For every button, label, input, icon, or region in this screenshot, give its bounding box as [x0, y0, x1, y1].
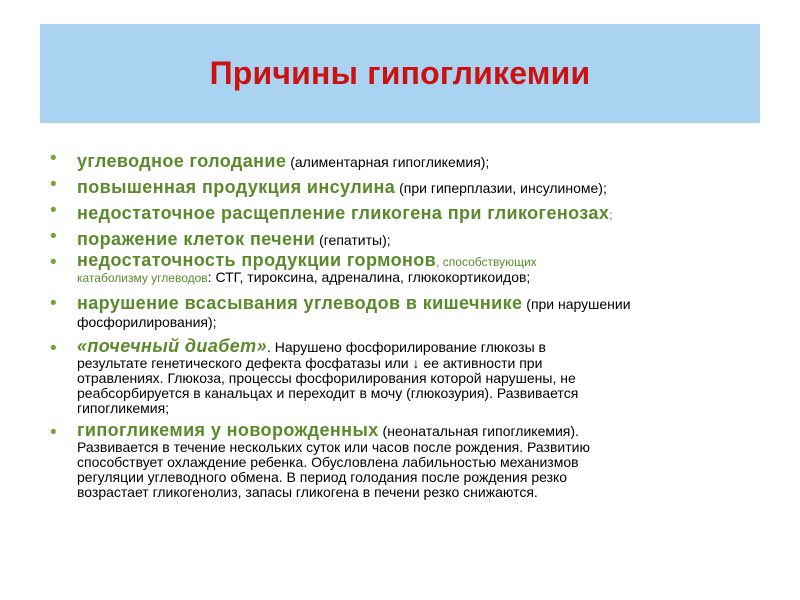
item-text: ; [609, 208, 613, 222]
item-text: реабсорбируется в канальцах и переходит в мочу (глюкозурия). Развивается [77, 385, 579, 401]
item-heading: «почечный диабет» [77, 336, 267, 356]
item-text: (при гиперплазии, инсулиноме); [395, 180, 607, 196]
item-text: Развивается в течение нескольких суток или часов после рождения. Развитию [77, 439, 590, 455]
slide-title: Причины гипогликемии [209, 55, 591, 91]
item-text: . Нарушено фосфорилирование глюкозы в [267, 339, 546, 355]
bullet-icon: • [50, 174, 57, 195]
bullet-icon: • [50, 226, 57, 247]
title-banner [40, 24, 760, 123]
item-heading: недостаточное расщепление гликогена при гликогенозах [77, 203, 610, 223]
list-item [50, 422, 750, 500]
item-text: результате генетического дефекта фосфатазы или ↓ ее активности при [77, 355, 543, 371]
list-item [50, 174, 750, 200]
item-text: регуляции углеводного обмена. В период голодания после рождения резко [77, 469, 568, 485]
list-item [50, 293, 750, 330]
item-heading: повышенная продукция инсулина [77, 177, 396, 197]
item-heading: гипогликемия у новорожденных [77, 420, 379, 440]
item-heading: углеводное голодание [77, 151, 287, 171]
bullet-icon: • [50, 422, 57, 443]
list-item [50, 200, 750, 226]
item-text: гипогликемия; [77, 400, 170, 416]
list-item [50, 252, 750, 286]
causes-list [50, 148, 750, 500]
bullet-icon: • [50, 252, 57, 273]
item-text: (алиментарная гипогликемия); [286, 154, 490, 170]
bullet-icon: • [50, 338, 57, 359]
item-text: (при нарушении [522, 296, 631, 312]
item-heading: поражение клеток печени [77, 229, 316, 249]
item-text: : СТГ, тироксина, адреналина, глюкокортикоидов; [207, 269, 531, 285]
list-item [50, 226, 750, 252]
item-text: возрастает гликогенолиз, запасы гликогена в печени резко снижаются. [77, 484, 538, 500]
list-item [50, 338, 750, 416]
item-text: способствует охлаждение ребенка. Обусловлена лабильностью механизмов [77, 454, 579, 470]
bullet-icon: • [50, 200, 57, 221]
item-text-small: катаболизму углеводов [77, 271, 208, 285]
item-text: (гепатиты); [315, 232, 391, 248]
item-text: (неонатальная гипогликемия). [378, 423, 579, 439]
item-text-small: , способствующих [436, 255, 537, 269]
bullet-icon: • [50, 148, 57, 169]
item-text: отравлениях. Глюкоза, процессы фосфорилирования которой нарушены, не [77, 370, 576, 386]
item-text: фосфорилирования); [77, 314, 217, 330]
bullet-icon: • [50, 293, 57, 314]
item-heading: нарушение всасывания углеводов в кишечнике [77, 293, 523, 313]
list-item [50, 148, 750, 174]
item-heading: недостаточность продукции гормонов [77, 250, 437, 270]
